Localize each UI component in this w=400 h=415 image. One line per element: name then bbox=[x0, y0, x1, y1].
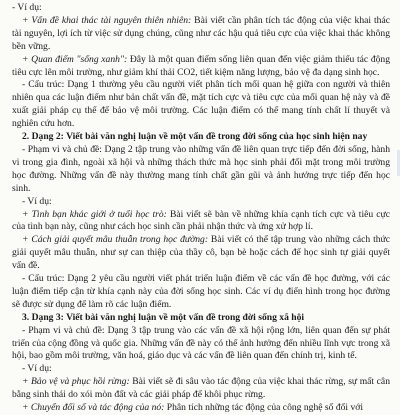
bullet-label: + Cách giải quyết mâu thuẫn trong học đường: bbox=[22, 234, 209, 246]
bullet-text: Bài viết sẽ đi sâu vào tác động của việc khai thác rừng, sự mất cân bằng sinh thái do xói mòn đất và các giải pháp để khôi phục rừng. bbox=[12, 376, 390, 401]
structure-paragraph-2: - Cấu trúc: Dạng 2 yêu cầu người viết phát triển luận điểm về các vấn đề học đường, với các luận điểm tiếp cận từ khía cạnh này của đời sống học sinh. Các ví dụ điển hình trong học đường sẽ được sử dụng để làm rõ các luận điểm. bbox=[12, 273, 390, 310]
scope-paragraph-3: - Phạm vi và chủ đề: Dạng 3 tập trung vào các vấn đề xã hội rộng lớn, liên quan đến sự phát triển của cộng đồng và quốc gia. Những vấn đề này có thể ảnh hưởng đến nhiều lĩnh vực trong xã hội, bao gồm môi trường, văn hoá, giáo dục và các vấn đề liên quan đến chính trị, kinh tế. bbox=[12, 324, 390, 362]
bullet-text: Bài viết có thể tập trung vào những cách thức giải quyết mâu thuẫn, như sự can thiệp của thầy cô, bạn bè hoặc cách để học sinh tự giải quyết vấn đề. bbox=[12, 234, 391, 272]
structure-paragraph-1: - Cấu trúc: Dạng 1 thường yêu cầu người viết phân tích mối quan hệ giữa con người và thiên nhiên qua các luận điểm như bản chất vấn đề, mặt tích cực và tiêu cực của mối quan hệ này và đề xuất giải pháp cụ thể để bảo vệ môi trường. Các luận điểm có thể mang tính chất lí thuyết và nghiên cứu hơn. bbox=[12, 79, 390, 130]
bullet-text: Bài viết sẽ bàn về những khía cạnh tích cực và tiêu cực của tình bạn này, cũng như cách học sinh cần phải nhận thức và ứng xử hợp lí. bbox=[12, 208, 390, 233]
heading-type-2: 2. Dạng 2: Viết bài văn nghị luận về một vấn đề trong đời sống của học sinh hiện nay bbox=[22, 131, 368, 143]
bullet-label: + Vấn đề khai thác tài nguyên thiên nhiên: bbox=[22, 14, 192, 26]
bullet-conflict bbox=[12, 234, 390, 273]
bullet-label: + Bảo vệ và phục hồi rừng: bbox=[22, 376, 130, 388]
bullet-text: Phân tích những tác động của công nghệ số đối với bbox=[164, 402, 364, 414]
heading-type-3: 3. Dạng 3: Viết bài văn nghị luận về một vấn đề trong đời sống xã hội bbox=[22, 311, 305, 323]
line-example-1: - Ví dụ: bbox=[12, 2, 42, 13]
line-example-3: - Ví dụ: bbox=[22, 363, 52, 375]
bullet-forest bbox=[12, 376, 390, 402]
bullet-text: Bài viết cần phân tích tác động của việc khai thác tài nguyên, lợi ích từ việc sử dụng chúng, cũng như các hậu quả tiêu cực của việc khai thác không bền vững. bbox=[12, 14, 390, 52]
scope-paragraph-2: - Phạm vi và chủ đề: Dạng 2 tập trung vào những vấn đề liên quan trực tiếp đến đời sống, hành vi trong gia đình, ngoài xã hội và những thách thức mà học sinh phải đối mặt trong môi trường học đường. Những vấn đề này thường mang tính chất gần gũi và ảnh hưởng trực tiếp đến học sinh. bbox=[12, 143, 390, 194]
line-example-2: - Ví dụ: bbox=[22, 195, 52, 207]
bullet-label: + Quan điểm "sống xanh": bbox=[22, 53, 128, 65]
bullet-green-living bbox=[12, 54, 390, 80]
bullet-label: + Tình bạn khác giới ở tuổi học trò: bbox=[22, 208, 167, 220]
bullet-label: + Chuyển đổi số và tác động của nó: bbox=[22, 402, 165, 414]
bullet-text: Đây là một quan điểm sống liên quan đến việc giảm thiểu tác động tiêu cực lên môi trường, như giảm khí thải CO2, tiết kiệm năng lượng, bảo vệ đa dạng sinh học. bbox=[12, 53, 391, 78]
bullet-resource-exploitation bbox=[12, 15, 390, 54]
bullet-friendship bbox=[12, 209, 390, 235]
bullet-digital bbox=[12, 402, 390, 415]
